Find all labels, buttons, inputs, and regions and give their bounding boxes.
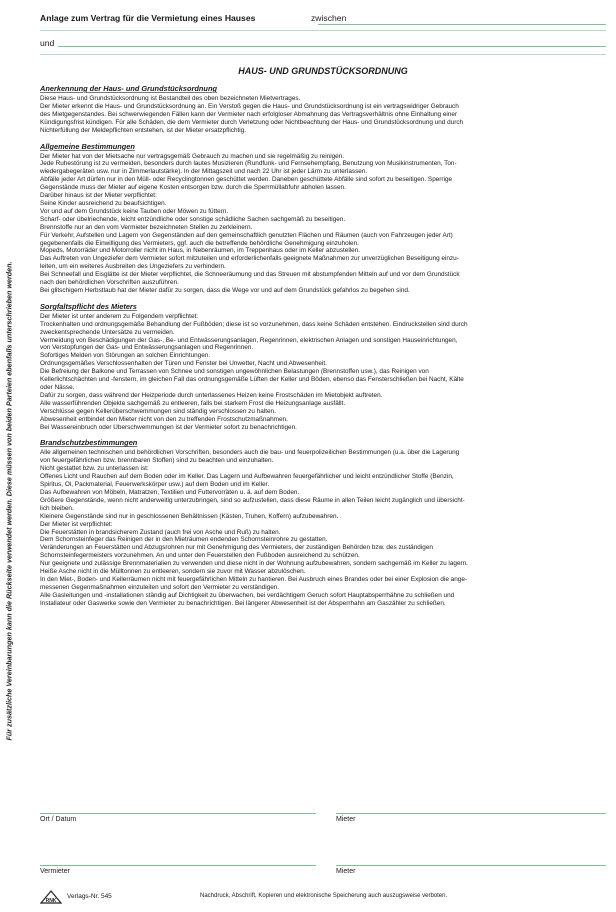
text-line: messenen Gegenmaßnahmen einzuleiten und sofort den Vermieter zu verständigen.: [40, 583, 280, 591]
text-line: Veränderungen an Feuerstätten und Abzugsrohren nur mit Genehmigung des Vermieters, der zuständigen Behörden bzw. des zuständigen: [40, 544, 433, 552]
party-line-2[interactable]: [58, 46, 606, 47]
party-line-1b: [40, 30, 606, 31]
text-line: zweckentsprechende Untersätze zu vermeiden.: [40, 328, 175, 336]
text-line: Schornsteinfegermeisters vorzunehmen. An und unter den Feuerstellen den Fußboden ausreichend zu schützen.: [40, 552, 360, 560]
header-line: [40, 12, 606, 28]
text-line: Nicht gestattet bzw. zu unterlassen ist:: [40, 465, 149, 473]
text-line: Heiße Asche nicht in die Mülltonnen zu entleeren, sondern sie zuvor mit Wasser abzulöschen.: [40, 568, 306, 576]
copyright-note: Nachdruck, Abschrift, Kopieren und elektronische Speicherung auch auszugsweise verboten.: [200, 893, 448, 899]
section-title: Sorgfaltspflicht des Mieters: [40, 301, 137, 311]
label-mieter-1: Mieter: [336, 816, 356, 823]
header-und: und: [40, 38, 55, 48]
label-vermieter: Vermieter: [40, 868, 70, 875]
text-line: lich bleiben.: [40, 504, 74, 512]
header-zwischen: zwischen: [311, 13, 347, 23]
text-line: Kellerlichtschächten und -fenstern, im gleichen Fall das ordnungsgemäße Lüften der Keller und Böden, ebenso das Fensterschließen bei Nacht, Kälte: [40, 376, 464, 384]
header-title: Anlage zum Vertrag für die Vermietung eines Hauses: [40, 13, 256, 23]
text-line: Der Mieter erkennt die Haus- und Grundstücksordnung an. Ein Verstoß gegen die Haus- und Grundstücksordnung ist ein vertragswidriger Gebrauch: [40, 102, 459, 110]
text-line: Mopeds, Motorräder und Motorroller nicht im Haus, in Nebenräumen, im Treppenhaus oder im Keller abzustellen.: [40, 247, 361, 255]
signature-line-mieter-2[interactable]: [336, 865, 606, 866]
text-line: Spiritus, Öl, Packmaterial, Feuerwerkskörper usw.) auf dem Boden und im Keller.: [40, 481, 270, 489]
text-line: Gegenstände muss der Mieter auf eigene Kosten entsorgen bzw. durch die Sperrmüllabfuhr abholen lassen.: [40, 184, 346, 192]
signature-line-ort-datum[interactable]: [40, 813, 316, 814]
side-note-text: Für zusätzliche Vereinbarungen kann die Rückseite verwendet werden. Diese müssen von beiden Parteien ebenfalls unterschrieben werden.: [4, 261, 14, 741]
text-line: Alle wasserführenden Objekte sachgemäß zu entleeren, falls bei starkem Frost die Heizungsanlage ausfällt.: [40, 399, 346, 407]
publisher-logo-text: RNK: [45, 898, 57, 904]
text-line: wiedergabegeräten usw. nur in Zimmerlautstärke). In der Mittagszeit und nach 22 Uhr ist jeder Lärm zu unterlassen.: [40, 168, 368, 176]
text-line: Für Verkehr, Aufstellen und Lagern von Gegenständen auf den gemeinschaftlich genutzten Flächen und Räumen (auch von Fahrzeugen jeder Art): [40, 231, 453, 239]
text-line: Vermeidung von Beschädigungen der Gas-, Be- und Entwässerungsanlagen, Regenrinnen, elektrischen Anlagen und sonstigen Hauseinrichtungen,: [40, 336, 458, 344]
text-line: gegebenenfalls die Einwilligung des Vermieters, ggf. auch die betreffende behördliche Genehmigung einzuholen.: [40, 239, 359, 247]
signature-line-mieter-1[interactable]: [336, 813, 606, 814]
text-line: Dafür zu sorgen, dass während der Heizperiode durch unterlassenes Heizen keine Frostschäden im Mietobjekt auftreten.: [40, 391, 383, 399]
text-line: Abwesenheit entbindet den Mieter nicht von den zu treffenden Frostschutzmaßnahmen.: [40, 415, 288, 423]
text-line: Bei Schneefall und Eisglätte ist der Mieter verpflichtet, die Schneeräumung und das Streuen mit abstumpfenden Mitteln auf und vor dem Grundstück: [40, 271, 460, 279]
party-line-2b: [40, 54, 606, 55]
signature-line-vermieter[interactable]: [40, 865, 316, 866]
text-line: nach den behördlichen Vorschriften auszuführen.: [40, 279, 179, 287]
text-line: Alle Gasleitungen und -installationen ständig auf Dichtigkeit zu überwachen, bei verdächtigem Geruch sofort Hauptabsperrhähne zu schließen und: [40, 591, 455, 599]
text-line: des Mietgegenstandes. Bei schwerwiegenden Fällen kann der Vermieter nach erfolgloser Abmahnung das Vertragsverhältnis ohne Einhaltung einer: [40, 110, 458, 118]
text-line: Abfälle jeder Art dürfen nur in den Müll- oder Recyclingtonnen geschüttet werden. Daneben geschüttete Abfälle sind sofort zu beseitigen. Sperrige: [40, 176, 453, 184]
text-line: Diese Haus- und Grundstücksordnung ist Bestandteil des oben bezeichneten Mietvertrages.: [40, 95, 301, 102]
text-line: Kleinere Gegenstände sind nur in geschlossenen Behältnissen (Kästen, Truhen, Koffern) aufzubewahren.: [40, 512, 339, 520]
text-line: von feuergefährlichen bzw. brennbaren Stoffen) sind zu beachten und einzuhalten.: [40, 457, 274, 465]
text-line: Offenes Licht und Rauchen auf dem Boden oder im Keller. Das Lagern und Aufbewahren feuergefährlicher und leicht entzündlicher Stoffe (Benzin,: [40, 473, 454, 481]
text-line: Trockenhalten und ordnungsgemäße Behandlung der Fußböden; diese ist so vorzunehmen, dass keine Schäden entstehen. Eindruckstellen sind durch: [40, 320, 468, 328]
text-line: Vor und auf dem Grundstück keine Tauben oder Möwen zu füttern.: [40, 207, 229, 215]
text-line: Scharf- oder übelriechende, leicht entzündliche oder sonstige schädliche Sachen sachgemäß zu beseitigen.: [40, 215, 346, 223]
text-line: Verschlüsse gegen Kellerüberschwemmungen sind ständig verschlossen zu halten.: [40, 407, 276, 415]
text-line: Installateur oder Gaswerke sowie den Vermieter zu benachrichtigen. Bei längerer Abwesenheit ist der Absperrhahn am Gaszähler zu schließen.: [40, 599, 446, 607]
section: [40, 302, 610, 432]
label-ort-datum: Ort / Datum: [40, 816, 77, 823]
text-line: Jede Ruhestörung ist zu vermeiden, besonders durch lautes Musizieren (Rundfunk- und Fernsehempfang, Benutzung von Musikinstrumenten, Ton-: [40, 160, 457, 168]
text-line: leiten, um ein weiteres Ausbreiten des Ungeziefers zu verhindern.: [40, 263, 226, 271]
party-line-1[interactable]: [318, 24, 606, 25]
section-title: Brandschutzbestimmungen: [40, 438, 138, 448]
text-line: Die Befreiung der Balkone und Terrassen von Schnee und sonstigen ungewöhnlichen Belastungen (Brennstoffen usw.), das Reinigen von: [40, 368, 429, 376]
text-line: Das Aufbewahren von Möbeln, Matratzen, Textilien und Futtervorräten u. ä. auf dem Boden.: [40, 488, 300, 496]
text-line: Ordnungsgemäßes Verschlossenhalten der Türen und Fenster bei Unwetter, Nacht und Abwesenheit.: [40, 360, 327, 368]
text-line: Der Mieter hat von der Mietsache nur vertragsgemäß Gebrauch zu machen und sie regelmäßig zu reinigen.: [40, 152, 345, 160]
document-body: [40, 84, 610, 615]
text-line: Brennstoffe nur an den vom Vermieter bezeichneten Stellen zu zerkleinern.: [40, 223, 253, 231]
side-note: [2, 96, 16, 906]
footer: [40, 890, 606, 906]
text-line: In den Miet-, Boden- und Kellerräumen nicht mit feuergefährlichen Mitteln zu hantieren. Bei Ausbruch eines Brandes oder bei einer Explosion die ange-: [40, 575, 468, 583]
text-line: Kündigungsfrist kündigen. Für alle Schäden, die dem Vermieter durch Verletzung oder Nichtbeachtung der Haus- und Grundstücksordnung und durch: [40, 118, 464, 126]
text-line: Größere Gegenstände, wenn nicht anderweitig unterzubringen, sind so aufzustellen, dass diese Räume in allen Teilen leicht zugänglich und übersicht-: [40, 496, 465, 504]
text-line: von Verstopfungen der Gas- und Entwässerungsanlagen und Regenrinnen.: [40, 344, 254, 352]
text-line: Der Mieter ist verpflichtet:: [40, 520, 113, 528]
text-line: Alle allgemeinen technischen und behördlichen Vorschriften, besonders auch die bau- und feuerpolizeilichen Bestimmungen (u.a. über die Lagerung: [40, 449, 460, 457]
section-title: Allgemeine Bestimmungen: [40, 141, 135, 151]
text-line: Sofortiges Melden von Störungen an solchen Einrichtungen.: [40, 352, 211, 360]
section: [40, 438, 610, 607]
text-line: Seine Kinder ausreichend zu beaufsichtigen.: [40, 199, 167, 207]
text-line: Nichterfüllung der Meldepflichten entstehen, ist der Mieter ersatzpflichtig.: [40, 126, 247, 134]
text-line: Bei Wassereinbruch oder Überschwemmungen ist der Vermieter sofort zu benachrichtigen.: [40, 423, 297, 431]
section: [40, 142, 610, 295]
publisher-logo-icon: [40, 890, 62, 904]
section-title: Anerkennung der Haus- und Grundstücksordnung: [40, 84, 217, 93]
text-line: oder Nässe.: [40, 384, 75, 391]
text-line: Dem Schornsteinfeger das Reinigen der in den Mieträumen endenden Schornsteinrohre zu gestatten.: [40, 536, 328, 544]
text-line: Nur geeignete und zulässige Brennmaterialien zu verwenden und diese nicht in der Wohnung aufzubewahren, sondern sachgemäß im Keller zu lagern.: [40, 560, 468, 568]
text-line: Die Feuerstätten in brandsicherem Zustand (auch frei von Asche und Ruß) zu halten.: [40, 528, 281, 536]
verlags-nr: Verlags-Nr. 545: [67, 893, 112, 900]
text-line: Darüber hinaus ist der Mieter verpflichtet:: [40, 192, 157, 200]
text-line: Das Auftreten von Ungeziefer dem Vermieter sofort mitzuteilen und erforderlichenfalls geeignete Maßnahmen zur unverzüglichen Beseitigung einzu-: [40, 255, 459, 263]
text-line: Bei glitschigem Herbstlaub hat der Mieter dafür zu sorgen, dass die Wege vor und auf dem Grundstück gefahrlos zu begehen sind.: [40, 286, 410, 294]
text-line: Der Mieter ist unter anderem zu Folgendem verpflichtet:: [40, 312, 199, 320]
document-title: HAUS- UND GRUNDSTÜCKSORDNUNG: [238, 66, 408, 76]
section: [40, 84, 610, 135]
label-mieter-2: Mieter: [336, 868, 356, 875]
